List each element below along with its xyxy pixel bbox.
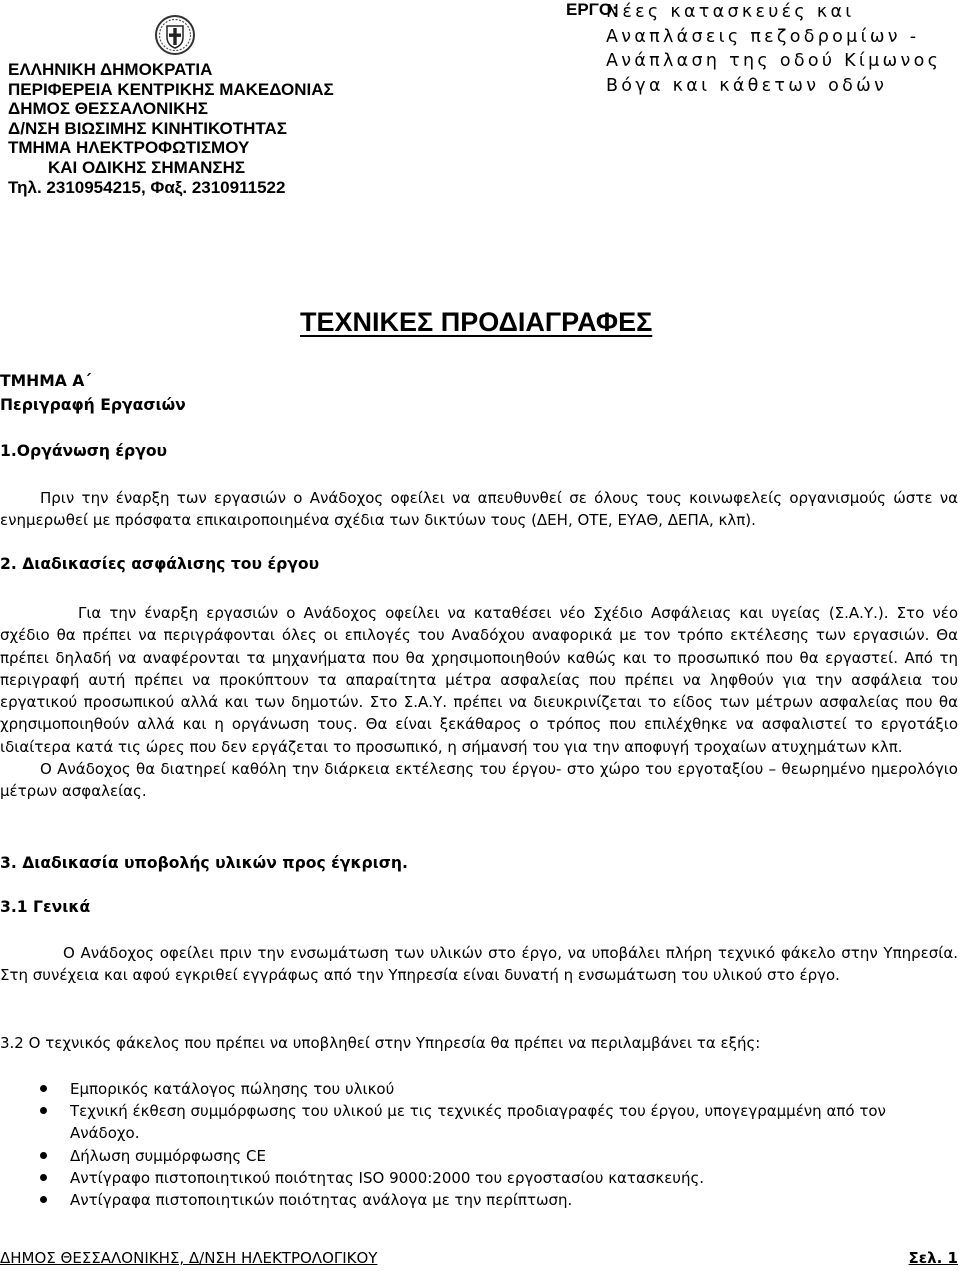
document-title: ΤΕΧΝΙΚΕΣ ΠΡΟΔΙΑΓΡΑΦΕΣ (300, 307, 653, 337)
page-number: Σελ. 1 (908, 1249, 958, 1267)
list-item: Εμπορικός κατάλογος πώλησης του υλικού (40, 1078, 960, 1100)
project-title: Νέες κατασκευές και Αναπλάσεις πεζοδρομίων - Ανάπλαση της οδού Κίμωνος Βόγα και κάθετων οδών (606, 2, 942, 96)
section-3-2-text: 3.2 Ο τεχνικός φάκελος που πρέπει να υποβληθεί στην Υπηρεσία θα πρέπει να περιλαμβάνει τα εξής: (0, 1034, 761, 1052)
section-1-text: Πριν την έναρξη των εργασιών ο Ανάδοχος οφείλει να απευθυνθεί σε όλους τους κοινωφελείς οργανισμούς ώστε να ενημερωθεί με πρόσφατα επικαιροποιημένα σχέδια των δικτύων τους (ΔΕΗ, ΟΤΕ, ΕΥΑΘ, ΔΕΠΑ, κλπ). (0, 489, 958, 530)
authority-line: ΚΑΙ ΟΔΙΚΗΣ ΣΗΜΑΝΣΗΣ (48, 157, 246, 177)
greek-coat-of-arms-icon (155, 14, 195, 56)
part-subtitle: Περιγραφή Εργασιών (0, 396, 186, 414)
list-item: Δήλωση συμμόρφωσης CE (40, 1145, 960, 1167)
authority-line: ΔΗΜΟΣ ΘΕΣΣΑΛΟΝΙΚΗΣ (8, 99, 208, 119)
footer-department: ΔΗΜΟΣ ΘΕΣΣΑΛΟΝΙΚΗΣ, Δ/ΝΣΗ ΗΛΕΚΤΡΟΛΟΓΙΚΟΥ (0, 1249, 378, 1267)
required-documents-list (40, 1078, 960, 1211)
section-3-1-heading: 3.1 Γενικά (0, 898, 91, 916)
list-item: Τεχνική έκθεση συμμόρφωσης του υλικού με τις τεχνικές προδιαγραφές του έργου, υπογεγραμμένη από τον Ανάδοχο. (40, 1100, 960, 1144)
part-heading: ΤΜΗΜΑ Α΄ (0, 372, 92, 390)
section-2-paragraph: Ο Ανάδοχος θα διατηρεί καθόλη την διάρκεια εκτέλεσης του έργου- στο χώρο του εργοταξίου – θεωρημένο ημερολόγιο μέτρων ασφαλείας. (0, 760, 958, 801)
authority-line: ΕΛΛΗΝΙΚΗ ΔΗΜΟΚΡΑΤΙΑ (8, 60, 213, 79)
section-2-paragraph: Για την έναρξη εργασιών ο Ανάδοχος οφείλει να καταθέσει νέο Σχέδιο Ασφάλειας και υγείας (Σ.Α.Υ.). Στο νέο σχέδιο θα πρέπει να περιγράφονται όλες οι επιλογές του Αναδόχου αναφορικά με τον τρόπο εκτέλεσης των εργασιών. Θα πρέπει δηλαδή να αναφέρονται τα μηχανήματα που θα χρησιμοποιηθούν καθώς και το προσωπικό που θα εργαστεί. Από τη περιγραφή αυτή πρέπει να προκύπτουν τα απαραίτητα μέτρα ασφαλείας που πρέπει να ληφθούν για την ασφάλεια του εργατικού προσωπικού αλλά και των δημοτών. Στο Σ.Α.Υ. πρέπει να διευκρινίζεται το είδος των μέτρων ασφαλείας που θα χρησιμοποιηθούν αλλά και η οργάνωση τους. Θα είναι ξεκάθαρος ο τρόπος που επιλέχθηκε να ασφαλιστεί το εργοτάξιο ιδιαίτερα κατά τις ώρες που δεν εργάζεται το προσωπικό, η σήμανσή του για την αποφυγή τροχαίων ατυχημάτων κλπ. (0, 604, 958, 756)
authority-line: ΤΜΗΜΑ ΗΛΕΚΤΡΟΦΩΤΙΣΜΟΥ (8, 138, 250, 158)
authority-line: Δ/ΝΣΗ ΒΙΩΣΙΜΗΣ ΚΙΝΗΤΙΚΟΤΗΤΑΣ (8, 118, 287, 138)
issuing-authority (8, 60, 334, 197)
section-3-1-text: Ο Ανάδοχος οφείλει πριν την ενσωμάτωση των υλικών στο έργο, να υποβάλει πλήρη τεχνικό φάκελο στην Υπηρεσία. Στη συνέχεια και αφού εγκριθεί εγγράφως από την Υπηρεσία είναι δυνατή η ενσωμάτωση του υλικού στο έργο. (0, 944, 958, 985)
authority-phone-fax: Τηλ. 2310954215, Φαξ. 2310911522 (8, 177, 286, 197)
section-1-heading: 1.Οργάνωση έργου (0, 442, 168, 460)
section-3-heading: 3. Διαδικασία υποβολής υλικών προς έγκριση. (0, 854, 408, 872)
list-item: Αντίγραφο πιστοποιητικού ποιότητας ISO 9000:2000 του εργοστασίου κατασκευής. (40, 1167, 960, 1189)
list-item: Αντίγραφα πιστοποιητικών ποιότητας ανάλογα με την περίπτωση. (40, 1189, 960, 1211)
authority-line: ΠΕΡΙΦΕΡΕΙΑ ΚΕΝΤΡΙΚΗΣ ΜΑΚΕΔΟΝΙΑΣ (8, 79, 334, 99)
project-label: ΕΡΓΟ: (566, 0, 618, 19)
section-2-heading: 2. Διαδικασίες ασφάλισης του έργου (0, 555, 320, 573)
section-2-body (0, 602, 958, 803)
